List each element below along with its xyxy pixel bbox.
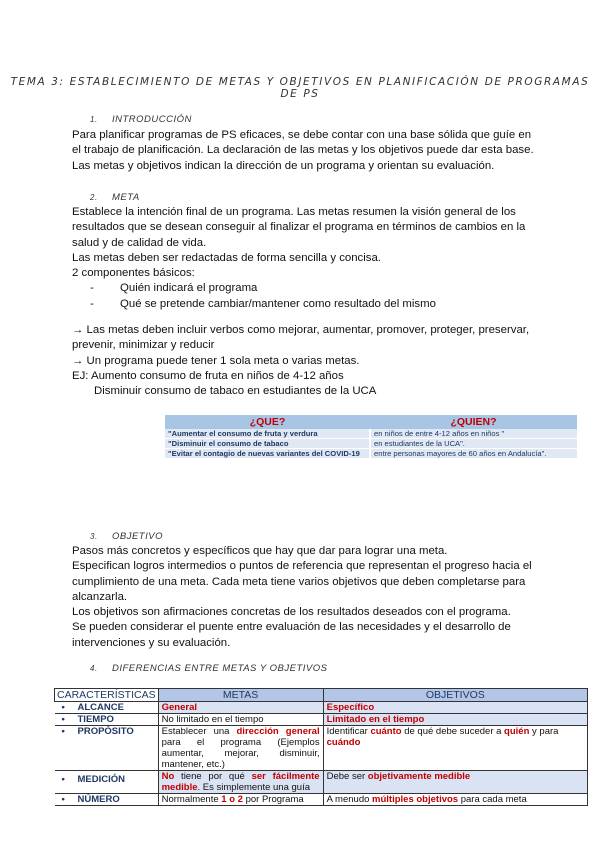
list-item-text: Qué se pretende cambiar/mantener como resultado del mismo [120, 297, 436, 310]
meta-cell [158, 726, 323, 771]
row-label [55, 726, 159, 771]
row-label-text: NÚMERO [77, 794, 120, 805]
text-line: el trabajo de planificación. La declaración de las metas y los objetivos puede dar esta base. [72, 144, 534, 157]
intro-paragraph [72, 128, 542, 174]
text: A menudo [326, 794, 373, 805]
section-heading-objetivo [90, 531, 163, 542]
highlight: objetivamente medible [367, 771, 471, 782]
list-item [72, 297, 542, 312]
highlight: múltiples objetivos [372, 794, 459, 805]
text-line: Pasos más concretos y específicos que hay que dar para lograr una meta. [72, 545, 448, 557]
text-line: Disminuir consumo de tabaco en estudiantes de la UCA [94, 385, 377, 398]
objetivo-cell: Limitado en el tiempo [323, 714, 587, 726]
bullet: • [61, 726, 65, 737]
meta-paragraph [72, 205, 542, 312]
meta-cell: No limitado en el tiempo [158, 714, 323, 726]
list-item-text: Quién indicará el programa [120, 282, 258, 295]
text: Establecer una [161, 726, 237, 737]
table-row-tiempo [55, 714, 588, 726]
bullet: • [61, 774, 65, 785]
meta-cell [158, 771, 323, 794]
highlight: cuánto [370, 726, 402, 737]
row-label-text: TIEMPO [77, 714, 114, 725]
text-line: Las metas y objetivos indican la dirección de un programa y orientan su evaluación. [72, 159, 495, 172]
row-label-text: ALCANCE [77, 702, 124, 713]
text-line: EJ: Aumento consumo de fruta en niños de 4-12 años [72, 369, 344, 382]
highlight: cuándo [326, 737, 361, 748]
text: y para [529, 726, 559, 737]
text: . Es simplemente una guía [197, 782, 310, 793]
quien-cell: en niños de entre 4-12 años en niños " [370, 429, 577, 439]
section-number: 2. [90, 193, 98, 202]
section-title: META [112, 192, 140, 203]
meta-cell: General [158, 702, 323, 714]
section-heading-diferencias [90, 663, 327, 674]
text-line: → Las metas deben incluir verbos como mejorar, aumentar, promover, proteger, preservar, [72, 324, 530, 336]
text-line: resultados que se desean conseguir al finalizar el programa en términos de cambios en la [72, 221, 526, 234]
text-line: intervenciones y su evaluación. [72, 636, 231, 649]
text-line: Para planificar programas de PS eficaces, se debe contar con una base sólida que guíe en [72, 129, 532, 141]
list-item [72, 281, 542, 296]
bullet: • [61, 702, 65, 713]
highlight: dirección general [236, 726, 320, 737]
text-line: Se pueden considerar el puente entre evaluación de las necesidades y el desarrollo de [72, 621, 511, 634]
section-number: 4. [90, 664, 98, 673]
bullet: • [61, 714, 65, 725]
text: para el programa (Ejemplos aumentar, mejorar, disminuir, mantener, etc.) [161, 737, 320, 770]
text-line: cumplimiento de una meta. Cada meta tiene varios objetivos que deben completarse para [72, 575, 526, 588]
header-que: ¿QUE? [165, 415, 370, 429]
highlight: No [161, 771, 175, 782]
text-line: alcanzarla. [72, 590, 128, 603]
text-line: salud y de calidad de vida. [72, 236, 207, 249]
table-row-numero [55, 794, 588, 806]
text: Identificar [326, 726, 371, 737]
text-line: prevenir, minimizar y reducir [72, 339, 215, 352]
header-objetivos: OBJETIVOS [323, 689, 587, 702]
objetivo-paragraph [72, 544, 542, 651]
text: para cada meta [458, 794, 527, 805]
header-metas: METAS [158, 689, 323, 702]
text-line: Las metas deben ser redactadas de forma sencilla y concisa. [72, 251, 381, 264]
objetivo-cell [323, 771, 587, 794]
table-row-proposito [55, 726, 588, 771]
objetivo-cell: Específico [323, 702, 587, 714]
section-title: INTRODUCCIÓN [112, 114, 192, 125]
section-title: OBJETIVO [112, 531, 163, 542]
page-title: TEMA 3: ESTABLECIMIENTO DE METAS Y OBJETIVOS EN PLANIFICACIÓN DE PROGRAMAS DE PS [10, 76, 590, 100]
row-label-text: PROPÓSITO [77, 726, 134, 737]
table-row-medicion [55, 771, 588, 794]
text-line: → Un programa puede tener 1 sola meta o varias metas. [72, 354, 360, 367]
highlight: quién [504, 726, 530, 737]
text-line: Los objetivos son afirmaciones concretas de los resultados deseados con el programa. [72, 606, 511, 619]
section-number: 1. [90, 115, 98, 124]
section-number: 3. [90, 532, 98, 541]
que-quien-table [165, 415, 577, 459]
header-caracteristicas: CARACTERÍSTICAS [55, 689, 159, 702]
highlight: 1 o 2 [221, 794, 243, 805]
quien-cell: en estudiantes de la UCA". [370, 439, 577, 449]
section-title: DIFERENCIAS ENTRE METAS Y OBJETIVOS [112, 663, 328, 674]
table-row [165, 449, 577, 459]
table-row [165, 439, 577, 449]
text-line: Especifican logros intermedios o puntos de referencia que representan el progreso hacia el [72, 560, 532, 573]
diferencias-table [54, 688, 588, 806]
que-cell: "Aumentar el consumo de fruta y verdura [165, 429, 370, 439]
text: tiene por qué [174, 771, 252, 782]
text: Debe ser [326, 771, 368, 782]
table-row-alcance [55, 702, 588, 714]
text: por Programa [242, 794, 304, 805]
row-label [55, 794, 159, 806]
objetivo-cell [323, 794, 587, 806]
row-label [55, 702, 159, 714]
text-line: Establece la intención final de un programa. Las metas resumen la visión general de los [72, 206, 516, 218]
meta-cell [158, 794, 323, 806]
section-heading-meta [90, 192, 140, 203]
highlight: ser fácilmente medible [161, 771, 320, 793]
text-line: 2 componentes básicos: [72, 267, 195, 280]
quien-cell: entre personas mayores de 60 años en Andalucía". [370, 449, 577, 459]
row-label [55, 771, 159, 794]
components-list [72, 281, 542, 312]
meta-notes [72, 323, 542, 399]
section-heading-introduccion [90, 114, 192, 125]
row-label [55, 714, 159, 726]
text: Normalmente [161, 794, 222, 805]
row-label-text: MEDICIÓN [77, 774, 125, 785]
que-cell: "Evitar el contagio de nuevas variantes del COVID-19 [165, 449, 370, 459]
table-row [165, 429, 577, 439]
que-cell: "Disminuir el consumo de tabaco [165, 439, 370, 449]
text: de qué debe suceder a [401, 726, 505, 737]
header-quien: ¿QUIEN? [370, 415, 577, 429]
objetivo-cell [323, 726, 587, 771]
bullet: • [61, 794, 65, 805]
